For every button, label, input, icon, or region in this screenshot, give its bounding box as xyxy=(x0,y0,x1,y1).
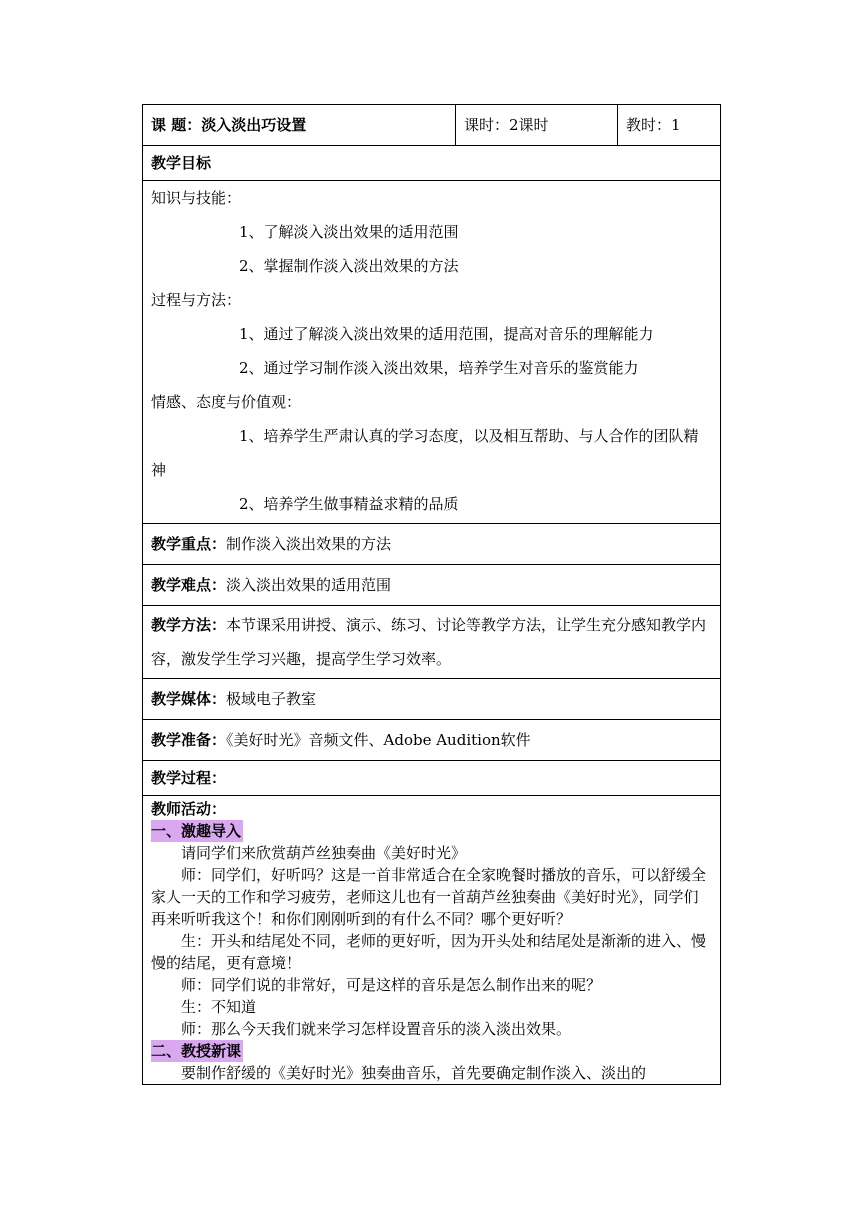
preparation-cell xyxy=(143,720,721,761)
s1-paragraph-2: 师：同学们，好听吗？这是一首非常适合在全家晚餐时播放的音乐，可以舒缓全家人一天的工作和学习疲劳，老师这儿也有一首葫芦丝独奏曲《美好时光》，同学们再来听听我这个！和你们刚刚听到的有什么不同？哪个更好听？ xyxy=(151,866,707,928)
s1-paragraph-5: 生：不知道 xyxy=(181,998,257,1016)
media-cell xyxy=(143,679,721,720)
knowledge-item-2: 2、掌握制作淡入淡出效果的方法 xyxy=(239,257,459,275)
preparation-value: 《美好时光》音频文件、Adobe Audition软件 xyxy=(226,731,531,749)
hours-cell: 课时：2课时 xyxy=(456,105,618,146)
attitude-label: 情感、态度与价值观： xyxy=(151,393,302,411)
topic-label: 课 题： xyxy=(151,116,202,134)
attitude-item-2: 2、培养学生做事精益求精的品质 xyxy=(239,495,459,513)
process-heading-row xyxy=(143,761,721,796)
knowledge-item-1: 1、了解淡入淡出效果的适用范围 xyxy=(239,223,459,241)
s1-paragraph-1: 请同学们来欣赏葫芦丝独奏曲《美好时光》 xyxy=(181,844,467,862)
difficult-point-value: 淡入淡出效果的适用范围 xyxy=(226,576,392,594)
teacher-hours-cell: 教时：1 xyxy=(618,105,721,146)
preparation-label: 教学准备： xyxy=(151,731,227,749)
difficult-point-label: 教学难点： xyxy=(151,576,227,594)
key-point-label: 教学重点： xyxy=(151,535,227,553)
preparation-row xyxy=(143,720,721,761)
topic-cell xyxy=(143,105,456,146)
topic-value: 淡入淡出巧设置 xyxy=(201,116,307,134)
process-item-1: 1、通过了解淡入淡出效果的适用范围，提高对音乐的理解能力 xyxy=(239,325,654,343)
s1-paragraph-3: 生：开头和结尾处不同，老师的更好听，因为开头处和结尾处是渐渐的进入、慢慢的结尾，更有意境！ xyxy=(151,932,707,972)
s1-paragraph-4: 师：同学们说的非常好，可是这样的音乐是怎么制作出来的呢？ xyxy=(181,976,602,994)
key-point-value: 制作淡入淡出效果的方法 xyxy=(226,535,392,553)
difficult-point-cell xyxy=(143,565,721,606)
section-1-heading: 一、激趣导入 xyxy=(151,822,242,840)
attitude-item-1: 1、培养学生严肃认真的学习态度，以及相互帮助、与人合作的团队精神 xyxy=(151,427,699,479)
lesson-plan-table xyxy=(142,104,721,1085)
objectives-heading-row xyxy=(143,146,721,181)
method-row xyxy=(143,606,721,679)
process-heading: 教学过程： xyxy=(143,761,721,796)
media-row xyxy=(143,679,721,720)
knowledge-label: 知识与技能： xyxy=(151,189,242,207)
objectives-body-row xyxy=(143,181,721,524)
method-value: 本节课采用讲授、演示、练习、讨论等教学方法，让学生充分感知教学内容，激发学生学习兴趣，提高学生学习效率。 xyxy=(151,616,707,668)
activity-cell xyxy=(143,796,721,1085)
s1-paragraph-6: 师：那么今天我们就来学习怎样设置音乐的淡入淡出效果。 xyxy=(181,1020,572,1038)
activity-row xyxy=(143,796,721,1085)
key-point-row xyxy=(143,524,721,565)
media-value: 极域电子教室 xyxy=(226,690,317,708)
method-cell xyxy=(143,606,721,679)
section-2-heading: 二、教授新课 xyxy=(151,1042,242,1060)
method-label: 教学方法： xyxy=(151,616,227,634)
objectives-heading: 教学目标 xyxy=(143,146,721,181)
process-label: 过程与方法： xyxy=(151,291,242,309)
header-row xyxy=(143,105,721,146)
difficult-point-row xyxy=(143,565,721,606)
process-item-2: 2、通过学习制作淡入淡出效果，培养学生对音乐的鉴赏能力 xyxy=(239,359,639,377)
media-label: 教学媒体： xyxy=(151,690,227,708)
objectives-body xyxy=(143,181,721,524)
key-point-cell xyxy=(143,524,721,565)
s2-paragraph-1: 要制作舒缓的《美好时光》独奏曲音乐，首先要确定制作淡入、淡出的 xyxy=(181,1064,647,1082)
activity-content xyxy=(151,796,712,1084)
activity-label: 教师活动： xyxy=(151,800,227,818)
